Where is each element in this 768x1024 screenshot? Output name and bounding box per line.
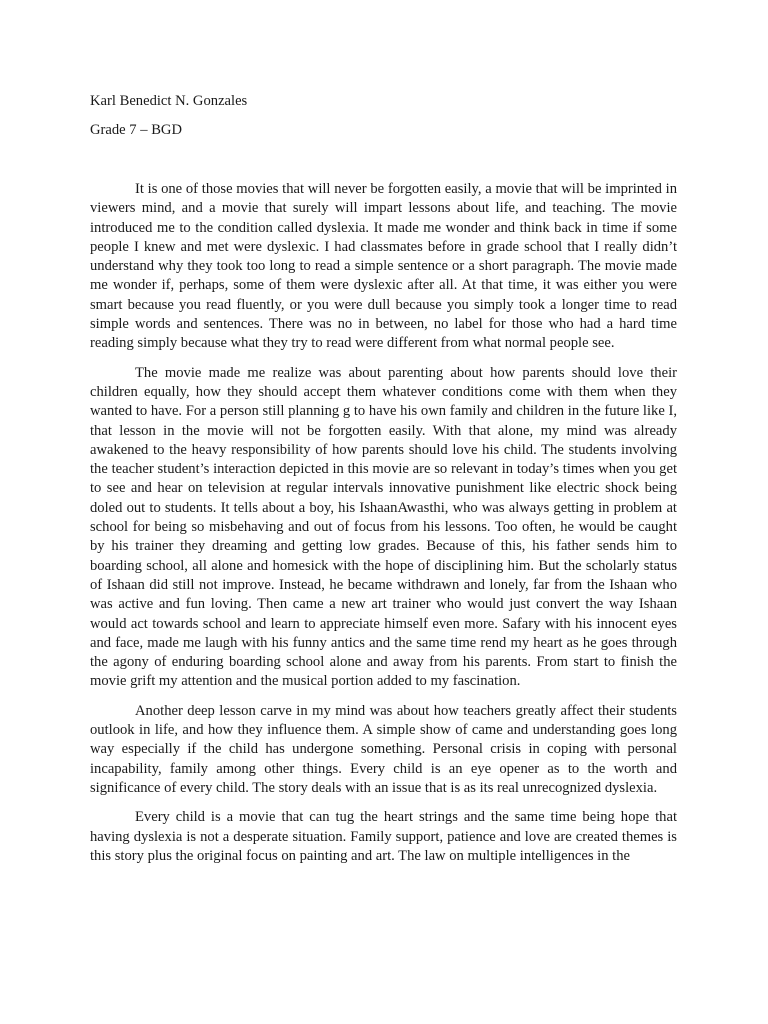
paragraph-3: Another deep lesson carve in my mind was about how teachers greatly affect their students outlook in life, and how they influence them. A simple show of came and understanding goes long way especially if the child has undergone something. Personal crisis in coping with personal incapability, family among other things. Every child is an eye opener as to the worth and significance of every child. The story deals with an issue that is as its real unrecognized dyslexia. [90, 702, 677, 796]
author-name: Karl Benedict N. Gonzales [90, 93, 248, 109]
paragraph-1: It is one of those movies that will never be forgotten easily, a movie that will be imprinted in viewers mind, and a movie that surely will impart lessons about life, and teaching. The movie introduced me to the condition called dyslexia. It made me wonder and think back in time if some people I knew and met were dyslexic. I had classmates before in grade school that I really didn’t understand why they took too long to read a simple sentence or a short paragraph. The movie made me wonder if, perhaps, some of them were dyslexic after all. At that time, it was either you were smart because you read fluently, or you were dull because you simply took a longer time to read simple words and sentences. There was no in between, no label for those who had a hard time reading simply because what they try to read were different from what normal people see. [90, 181, 677, 352]
essay-body [90, 180, 677, 876]
paragraph-4: Every child is a movie that can tug the heart strings and the same time being hope that having dyslexia is not a desperate situation. Family support, patience and love are created themes is this story plus the original focus on painting and art. The law on multiple intelligences in the [90, 809, 677, 864]
grade-section: Grade 7 – BGD [90, 122, 183, 138]
paragraph-2: The movie made me realize was about parenting about how parents should love their children equally, how they should accept them whatever conditions come with them when they wanted to have. For a person still planning g to have his own family and children in the future like I, that lesson in the movie will not be forgotten easily. With that alone, my mind was already awakened to the heavy responsibility of how parents should love his child. The students involving the teacher student’s interaction depicted in this movie are so relevant in today’s times when you get to see and hear on television at regular intervals innovative punishment like electric shock being doled out to students. It tells about a boy, his IshaanAwasthi, who was always getting in problem at school for being so misbehaving and out of focus from his lessons. Too often, he would be caught by his trainer they dreaming and getting low grades. Because of this, his father sends him to boarding school, all alone and homesick with the hope of disciplining him. But the scholarly status of Ishaan did still not improve. Instead, he became withdrawn and lonely, far from the Ishaan who was active and fun loving. Then came a new art trainer who would just convert the way Ishaan would act towards school and learn to appreciate himself even more. Safary with his innocent eyes and face, made me laugh with his funny antics and the same time rend my heart as he goes through the agony of enduring boarding school alone and away from his parents. From start to finish the movie grift my attention and the musical portion added to my fascination. [90, 364, 677, 690]
